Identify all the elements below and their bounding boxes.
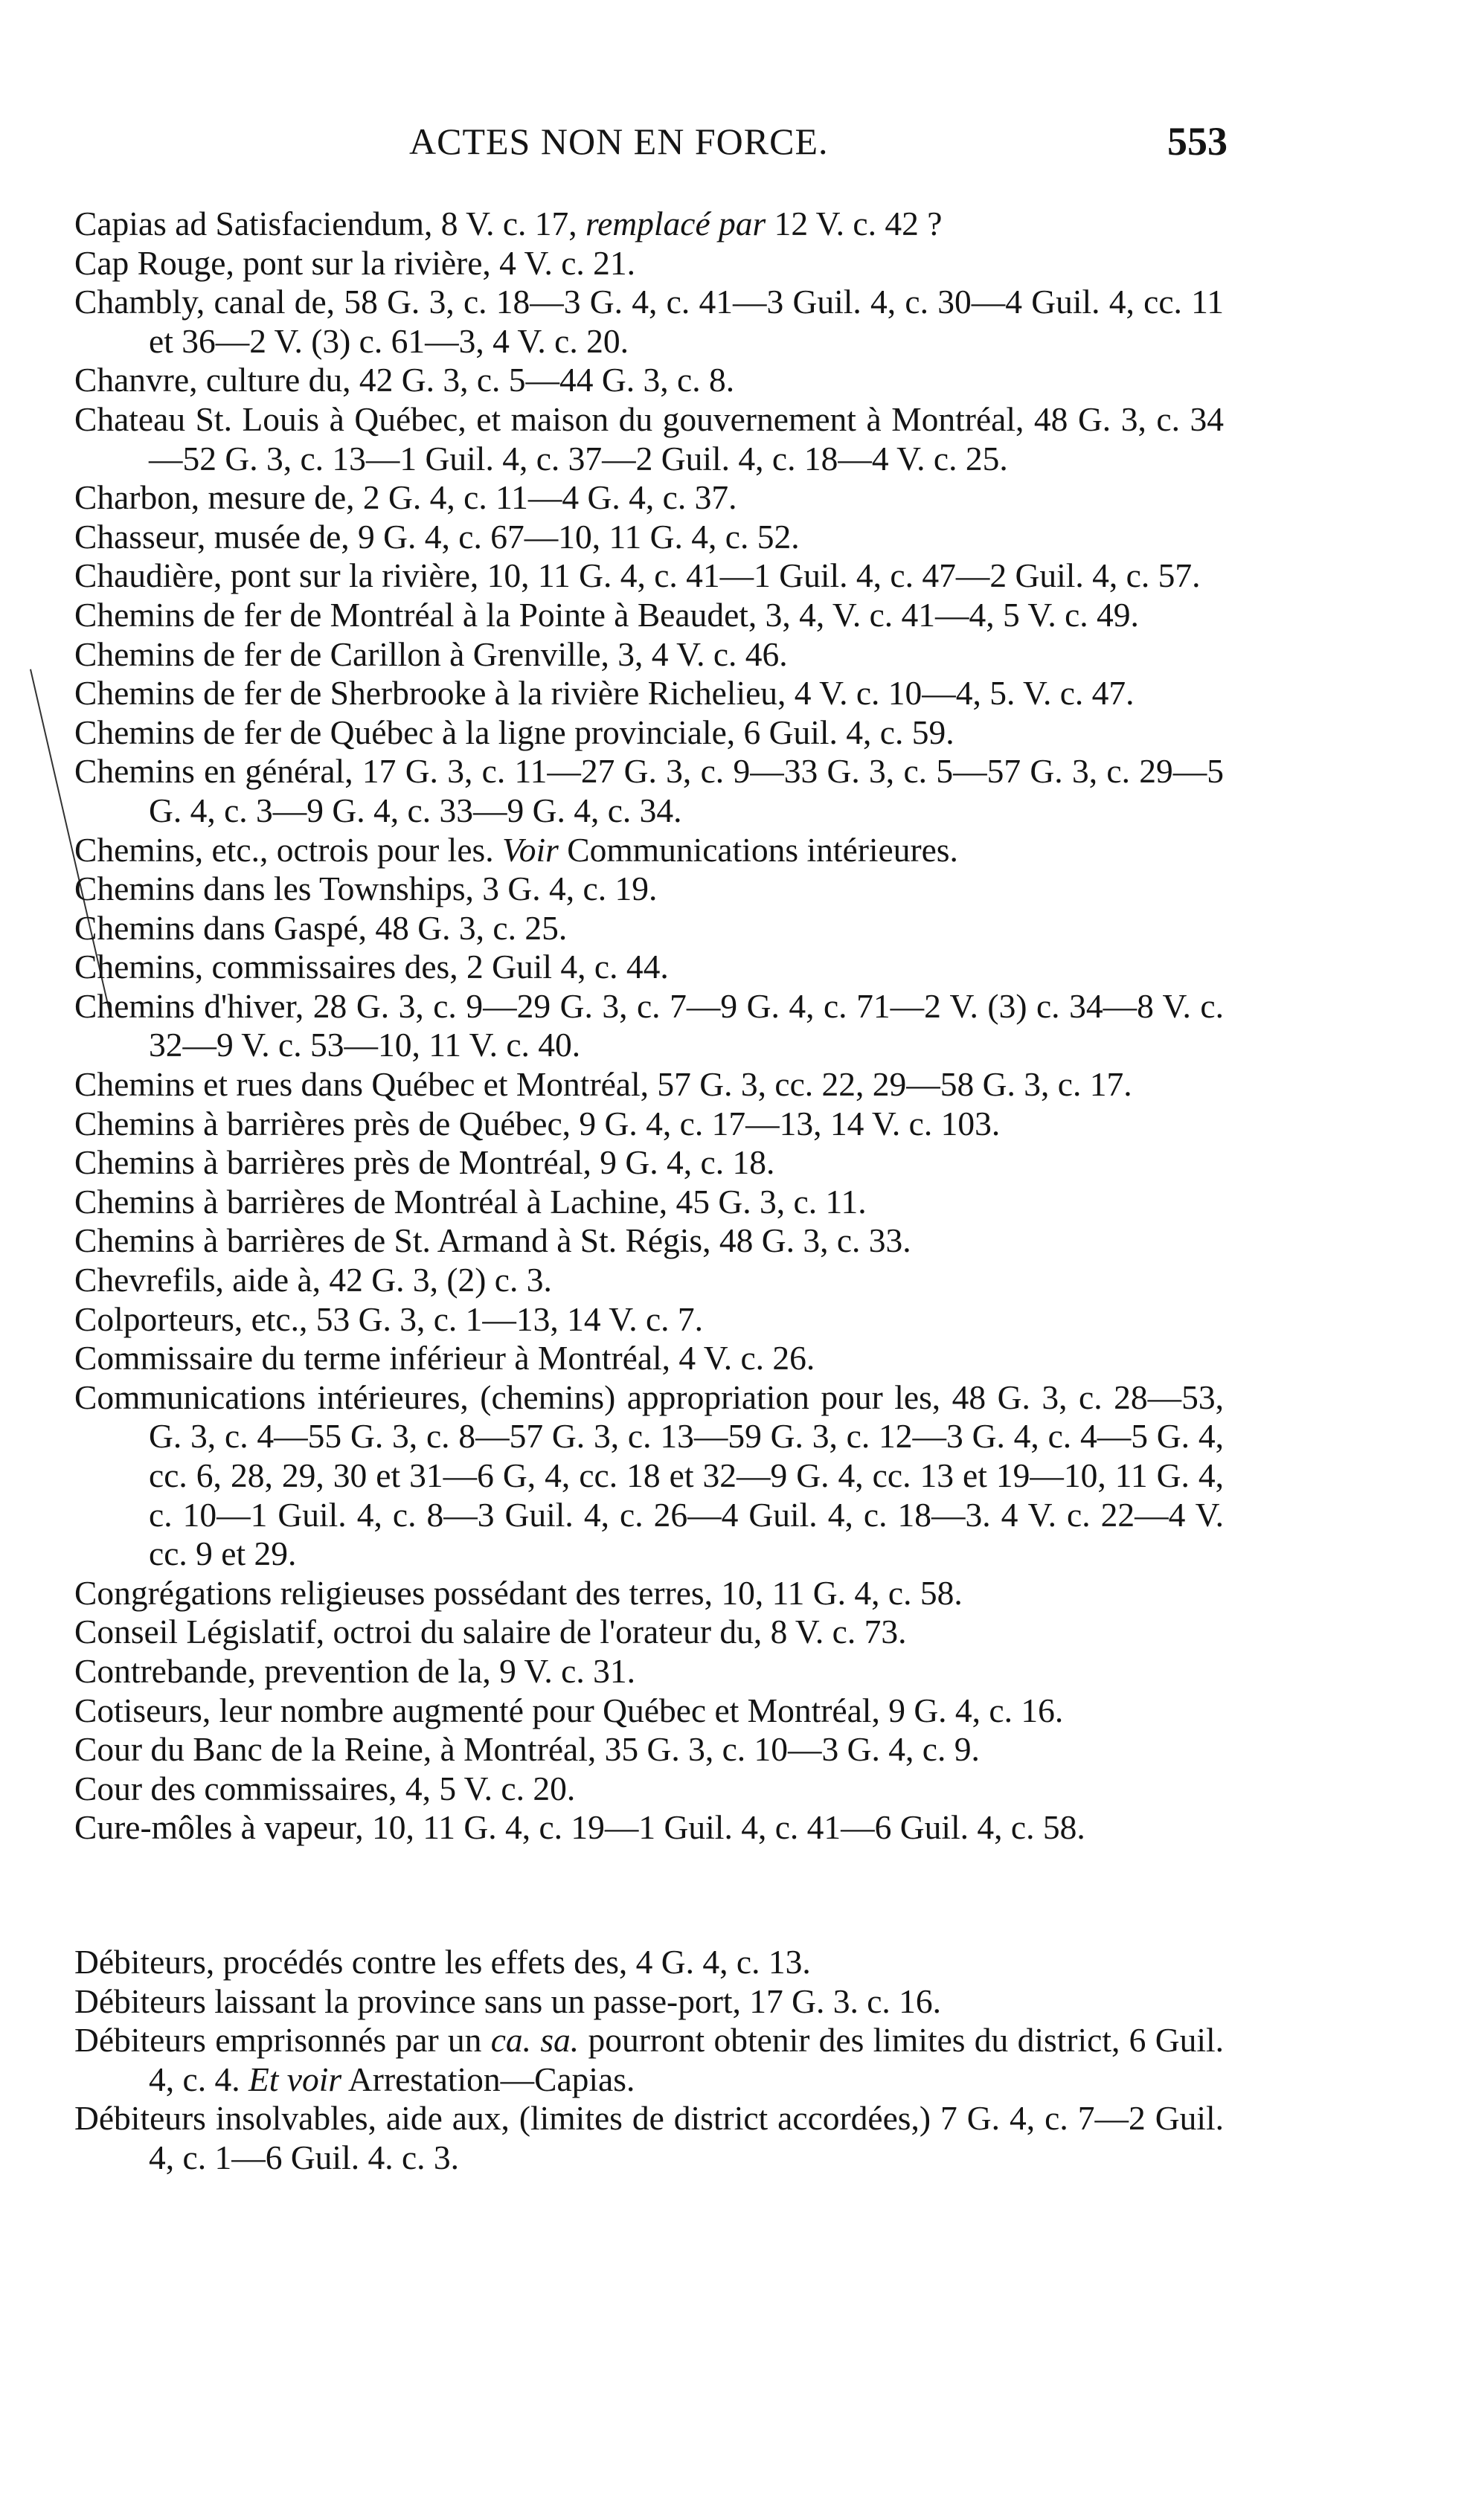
index-entry [74, 1808, 1224, 1848]
entry-text: Capias ad Satisfaciendum, 8 V. c. 17, [74, 205, 586, 242]
index-entries [74, 205, 1224, 2178]
entry-text: Chateau St. Louis à Québec, et maison du gouvernement à Montréal, 48 G. 3, c. 34—52 G. 3, c. 13—1 Guil. 4, c. 37—2 Guil. 4, c. 18—4 V. c. 25. [74, 399, 1224, 478]
index-entry [74, 752, 1224, 830]
entry-text: Chemins de fer de Carillon à Grenville, 3, 4 V. c. 46. [74, 634, 788, 673]
entry-text: Congrégations religieuses possédant des terres, 10, 11 G. 4, c. 58. [74, 1573, 963, 1612]
index-entry [74, 1943, 1224, 1982]
entry-text: Chanvre, culture du, 42 G. 3, c. 5—44 G. 3, c. 8. [74, 361, 735, 399]
entry-text: Communications intérieures. [558, 830, 958, 869]
index-entry [74, 556, 1224, 596]
entry-text: Cour des commissaires, 4, 5 V. c. 20. [74, 1769, 576, 1807]
index-entry [74, 1613, 1224, 1652]
entry-text: Chemins à barrières de Montréal à Lachine, 45 G. 3, c. 11. [74, 1182, 867, 1221]
index-entry [74, 2099, 1224, 2177]
index-entry [74, 596, 1224, 635]
index-entry [74, 1143, 1224, 1183]
index-entry [74, 1982, 1224, 2022]
entry-text: Cap Rouge, pont sur la rivière, 4 V. c. 21. [74, 243, 636, 282]
entry-text: Chaudière, pont sur la rivière, 10, 11 G. 4, c. 41—1 Guil. 4, c. 47—2 Guil. 4, c. 57. [74, 556, 1201, 595]
entry-italic-text: remplacé par [585, 205, 766, 242]
index-entry [74, 1339, 1224, 1378]
entry-text: Cour du Banc de la Reine, à Montréal, 35 G. 3, c. 10—3 G. 4, c. 9. [74, 1730, 980, 1769]
entry-text: Débiteurs, procédés contre les effets des, 4 G. 4, c. 13. [74, 1942, 811, 1981]
index-entry [74, 674, 1224, 713]
index-entry [74, 1105, 1224, 1144]
entry-text: Conseil Législatif, octroi du salaire de l'orateur du, 8 V. c. 73. [74, 1613, 907, 1651]
entry-text: pourront obtenir des limites du district, 6 Guil. 4, c. 4. [149, 2021, 1224, 2098]
entry-text: Chambly, canal de, 58 G. 3, c. 18—3 G. 4, c. 41—3 Guil. 4, c. 30—4 Guil. 4, cc. 11 et 36—2 V. (3) c. 61—3, 4 V. c. 20. [74, 283, 1224, 360]
entry-text: Arrestation—Capias. [341, 2060, 635, 2098]
index-entry [74, 1261, 1224, 1300]
running-header [409, 112, 1228, 171]
entry-text: Chemins dans les Townships, 3 G. 4, c. 19. [74, 870, 658, 908]
entry-text: Commissaire du terme inférieur à Montréal, 4 V. c. 26. [74, 1339, 815, 1378]
entry-text: Chemins de fer de Québec à la ligne provinciale, 6 Guil. 4, c. 59. [74, 713, 954, 751]
index-entry [74, 1652, 1224, 1691]
index-entry [74, 1691, 1224, 1731]
entry-text: Chemins de fer de Montréal à la Pointe à Beaudet, 3, 4, V. c. 41—4, 5 V. c. 49. [74, 595, 1139, 634]
index-entry [74, 2021, 1224, 2099]
index-entry [74, 713, 1224, 753]
entry-text: Cotiseurs, leur nombre augmenté pour Québec et Montréal, 9 G. 4, c. 16. [74, 1691, 1064, 1729]
index-entry [74, 1221, 1224, 1261]
index-entry [74, 361, 1224, 400]
entry-text: Chemins à barrières de St. Armand à St. Régis, 48 G. 3, c. 33. [74, 1221, 911, 1260]
index-entry [74, 1730, 1224, 1770]
index-entry [74, 635, 1224, 675]
index-entry [74, 948, 1224, 987]
entry-text: Débiteurs laissant la province sans un passe-port, 17 G. 3. c. 16. [74, 1981, 942, 2020]
entry-text: Chevrefils, aide à, 42 G. 3, (2) c. 3. [74, 1261, 552, 1299]
entry-text: Chemins de fer de Sherbrooke à la rivière Richelieu, 4 V. c. 10—4, 5. V. c. 47. [74, 674, 1135, 713]
index-entry [74, 831, 1224, 870]
entry-text: 12 V. c. 42 ? [766, 205, 943, 242]
entry-text: Débiteurs insolvables, aide aux, (limites de district accordées,) 7 G. 4, c. 7—2 Guil. 4, c. 1—6 Guil. 4. c. 3. [74, 2099, 1224, 2176]
header-title: ACTES NON EN FORCE. [409, 120, 829, 162]
entry-text: Débiteurs emprisonnés par un [74, 2021, 491, 2060]
page-number: 553 [1167, 119, 1228, 164]
entry-text: Chemins et rues dans Québec et Montréal, 57 G. 3, cc. 22, 29—58 G. 3, c. 17. [74, 1065, 1132, 1104]
index-entry [74, 987, 1224, 1065]
index-entry [74, 1574, 1224, 1613]
entry-italic-text: Et voir [248, 2060, 342, 2098]
index-entry [74, 400, 1224, 478]
entry-text: Chemins d'hiver, 28 G. 3, c. 9—29 G. 3, c. 7—9 G. 4, c. 71—2 V. (3) c. 34—8 V. c. 32—9 V. c. 53—10, 11 V. c. 40. [74, 986, 1224, 1064]
index-entry [74, 244, 1224, 283]
entry-text: Charbon, mesure de, 2 G. 4, c. 11—4 G. 4, c. 37. [74, 478, 737, 517]
entry-text: Chemins à barrières près de Québec, 9 G. 4, c. 17—13, 14 V. c. 103. [74, 1104, 1001, 1142]
index-entry [74, 1183, 1224, 1222]
index-entry [74, 909, 1224, 948]
entry-text: Chemins dans Gaspé, 48 G. 3, c. 25. [74, 908, 568, 947]
entry-text: Chemins, etc., octrois pour les. [74, 830, 502, 869]
entry-text: Communications intérieures, (chemins) appropriation pour les, 48 G. 3, c. 28—53, G. 3, c. 4—55 G. 3, c. 8—57 G. 3, c. 13—59 G. 3, c. 12—3 G. 4, c. 4—5 G. 4, cc. 6, 28, 29, 30 et 31—6 G, 4, cc. 18 et 32—9 G. 4, cc. 13 et 19—10, 11 G. 4, c. 10—1 Guil. 4, c. 8—3 Guil. 4, c. 26—4 Guil. 4, c. 18—3. 4 V. c. 22—4 V. cc. 9 et 29. [74, 1378, 1224, 1573]
entry-text: Cure-môles à vapeur, 10, 11 G. 4, c. 19—1 Guil. 4, c. 41—6 Guil. 4, c. 58. [74, 1808, 1085, 1847]
entry-text: Chemins, commissaires des, 2 Guil 4, c. 44. [74, 948, 669, 986]
entry-italic-text: ca. sa. [490, 2021, 580, 2060]
index-entry [74, 1770, 1224, 1809]
index-entry [74, 870, 1224, 909]
entry-text: Chasseur, musée de, 9 G. 4, c. 67—10, 11 G. 4, c. 52. [74, 517, 800, 556]
entry-text: Chemins à barrières près de Montréal, 9 G. 4, c. 18. [74, 1143, 775, 1182]
index-entry [74, 478, 1224, 518]
index-entry [74, 518, 1224, 557]
entry-text: Chemins en général, 17 G. 3, c. 11—27 G. 3, c. 9—33 G. 3, c. 5—57 G. 3, c. 29—5 G. 4, c. 3—9 G. 4, c. 33—9 G. 4, c. 34. [74, 752, 1224, 829]
entry-italic-text: Voir [501, 830, 559, 869]
entry-text: Contrebande, prevention de la, 9 V. c. 31. [74, 1651, 635, 1690]
index-entry [74, 205, 1224, 244]
entry-text: Colporteurs, etc., 53 G. 3, c. 1—13, 14 V. c. 7. [74, 1299, 704, 1338]
index-entry [74, 283, 1224, 361]
index-entry [74, 1065, 1224, 1105]
index-entry [74, 1378, 1224, 1574]
index-entry [74, 1300, 1224, 1340]
